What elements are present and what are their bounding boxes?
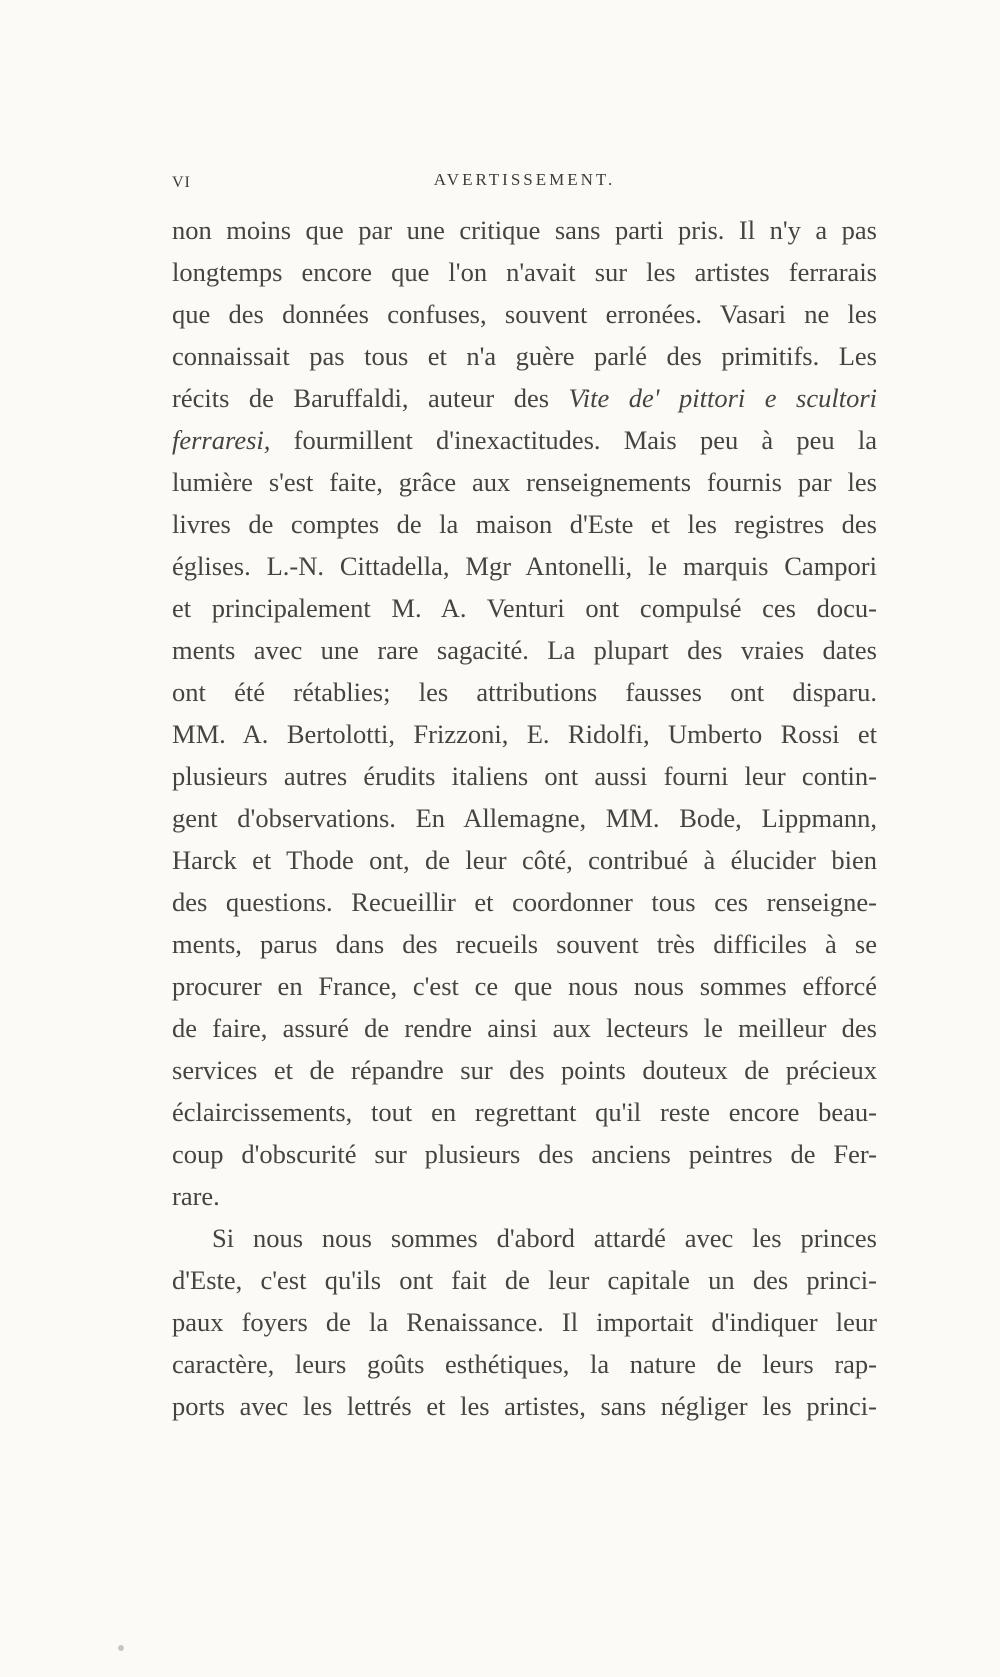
- body-text: [172, 209, 877, 1427]
- text-line: que des données confuses, souvent erronées. Vasari ne les: [172, 299, 877, 329]
- text-line: plusieurs autres érudits italiens ont aussi fourni leur contin-: [172, 761, 877, 791]
- text-line: Si nous nous sommes d'abord attardé avec les princes: [212, 1223, 877, 1253]
- text-line: Harck et Thode ont, de leur côté, contribué à élucider bien: [172, 845, 877, 875]
- text-line: [172, 419, 877, 461]
- text-line: caractère, leurs goûts esthétiques, la nature de leurs rap-: [172, 1349, 877, 1379]
- text-line: ports avec les lettrés et les artistes, sans négliger les princi-: [172, 1391, 877, 1421]
- text-line: connaissait pas tous et n'a guère parlé des primitifs. Les: [172, 341, 877, 371]
- text-line: ments avec une rare sagacité. La plupart des vraies dates: [172, 635, 877, 665]
- text-segment: récits de Baruffaldi, auteur des: [172, 383, 550, 413]
- text-line: d'Este, c'est qu'ils ont fait de leur capitale un des princi-: [172, 1265, 877, 1295]
- italic-title: ferraresi,: [172, 425, 271, 455]
- text-line: des questions. Recueillir et coordonner tous ces renseigne-: [172, 887, 877, 917]
- page-number: VI: [172, 174, 191, 191]
- text-line: services et de répandre sur des points douteux de précieux: [172, 1055, 877, 1085]
- text-line: rare.: [172, 1181, 220, 1211]
- text-line: paux foyers de la Renaissance. Il importait d'indiquer leur: [172, 1307, 877, 1337]
- text-line: de faire, assuré de rendre ainsi aux lecteurs le meilleur des: [172, 1013, 877, 1043]
- text-line: MM. A. Bertolotti, Frizzoni, E. Ridolfi, Umberto Rossi et: [172, 719, 877, 749]
- text-line: coup d'obscurité sur plusieurs des anciens peintres de Fer-: [172, 1139, 877, 1169]
- text-line: livres de comptes de la maison d'Este et les registres des: [172, 509, 877, 539]
- text-line: ont été rétablies; les attributions fausses ont disparu.: [172, 677, 877, 707]
- running-title: AVERTISSEMENT.: [433, 170, 616, 189]
- italic-title: Vite de' pittori e scultori: [568, 383, 878, 413]
- paper-speck: [118, 1645, 124, 1651]
- text-line: églises. L.-N. Cittadella, Mgr Antonelli, le marquis Campori: [172, 551, 877, 581]
- running-head: [172, 170, 877, 198]
- text-line: non moins que par une critique sans parti pris. Il n'y a pas: [172, 215, 877, 245]
- text-line: [172, 377, 877, 419]
- text-line: lumière s'est faite, grâce aux renseignements fournis par les: [172, 467, 877, 497]
- text-line: longtemps encore que l'on n'avait sur les artistes ferrarais: [172, 257, 877, 287]
- text-line: ments, parus dans des recueils souvent très difficiles à se: [172, 929, 877, 959]
- text-line: et principalement M. A. Venturi ont compulsé ces docu-: [172, 593, 877, 623]
- text-line: procurer en France, c'est ce que nous nous sommes efforcé: [172, 971, 877, 1001]
- text-line: éclaircissements, tout en regrettant qu'il reste encore beau-: [172, 1097, 877, 1127]
- text-line: gent d'observations. En Allemagne, MM. Bode, Lippmann,: [172, 803, 877, 833]
- text-segment: fourmillent d'inexactitudes. Mais peu à peu la: [293, 425, 877, 455]
